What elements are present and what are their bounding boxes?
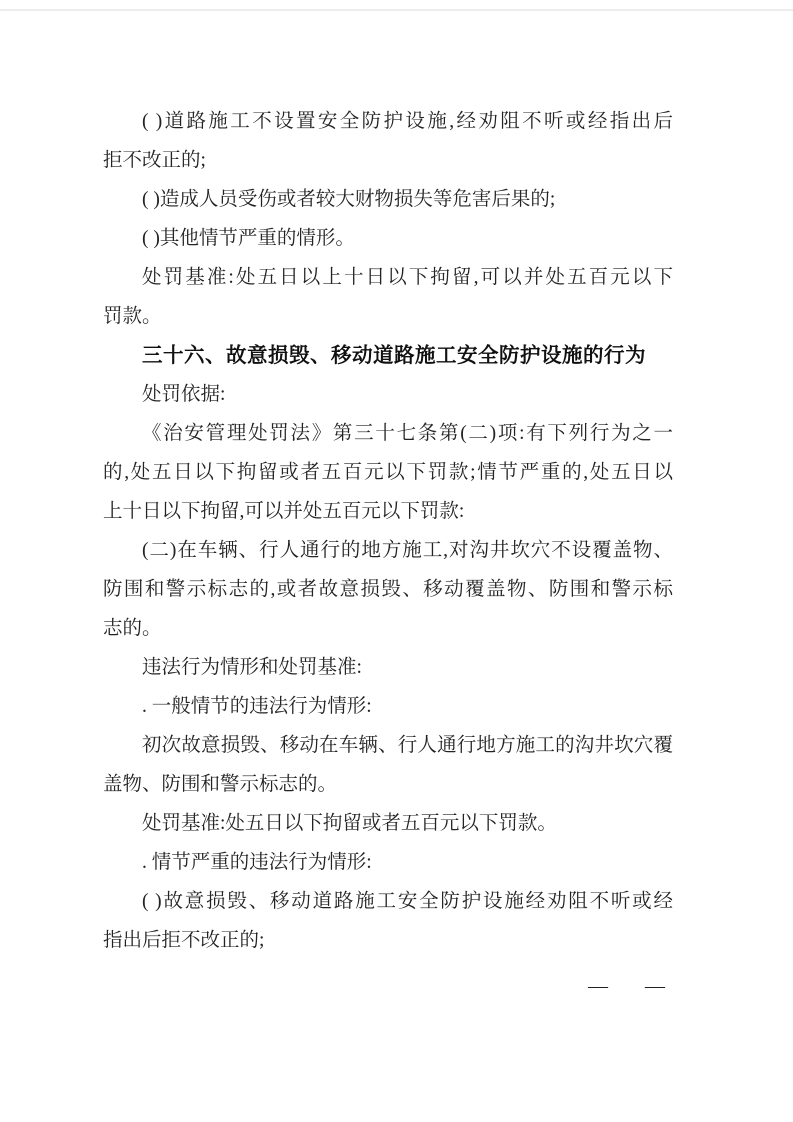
text-line: . 一般情节的违法行为情形:	[142, 696, 372, 717]
paragraph	[103, 843, 673, 882]
paragraph	[103, 414, 673, 531]
text-line: 上十日以下拘留,可以并处五百元以下罚款:	[103, 501, 465, 522]
page-number-footer	[588, 967, 665, 1006]
paragraph	[103, 882, 673, 960]
text-line: 违法行为情形和处罚基准:	[142, 657, 362, 678]
paragraph	[103, 102, 673, 180]
text-line: . 情节严重的违法行为情形:	[142, 852, 372, 873]
text-line: 处罚基准:处五日以下拘留或者五百元以下罚款。	[142, 813, 557, 834]
heading-line: 三十六、故意损毁、移动道路施工安全防护设施的行为	[142, 344, 646, 367]
text-line: ( )道路施工不设置安全防护设施,经劝阻不听或经指出后	[142, 111, 673, 132]
scan-edge-line	[0, 9, 793, 11]
paragraph	[103, 258, 673, 336]
footer-dash-left: —	[588, 975, 608, 997]
text-line: 拒不改正的;	[103, 150, 206, 171]
paragraph	[103, 687, 673, 726]
paragraph	[103, 726, 673, 804]
text-line: ( )其他情节严重的情形。	[142, 228, 355, 249]
text-line: 指出后拒不改正的;	[103, 930, 265, 951]
paragraph	[103, 648, 673, 687]
text-line: 防围和警示标志的,或者故意损毁、移动覆盖物、防围和警示标	[103, 579, 673, 600]
text-line: ( )故意损毁、移动道路施工安全防护设施经劝阻不听或经	[142, 891, 673, 912]
text-line: 的,处五日以下拘留或者五百元以下罚款;情节严重的,处五日以	[103, 462, 673, 483]
text-line: 初次故意损毁、移动在车辆、行人通行地方施工的沟井坎穴覆	[142, 735, 673, 756]
text-line: 罚款。	[103, 306, 162, 327]
document-content	[103, 102, 673, 960]
paragraph	[103, 804, 673, 843]
section-heading	[103, 336, 673, 375]
text-line: 处罚基准:处五日以上十日以下拘留,可以并处五百元以下	[142, 267, 673, 288]
text-line: 志的。	[103, 618, 162, 639]
paragraph	[103, 375, 673, 414]
text-line: 处罚依据:	[142, 384, 226, 405]
footer-dash-right: —	[645, 975, 665, 997]
text-line: 盖物、防围和警示标志的。	[103, 774, 338, 795]
paragraph	[103, 531, 673, 648]
paragraph	[103, 180, 673, 219]
text-line: (二)在车辆、行人通行的地方施工,对沟井坎穴不设覆盖物、	[142, 540, 673, 561]
text-line: 《治安管理处罚法》第三十七条第(二)项:有下列行为之一	[142, 423, 673, 444]
paragraph	[103, 219, 673, 258]
text-line: ( )造成人员受伤或者较大财物损失等危害后果的;	[142, 189, 556, 210]
